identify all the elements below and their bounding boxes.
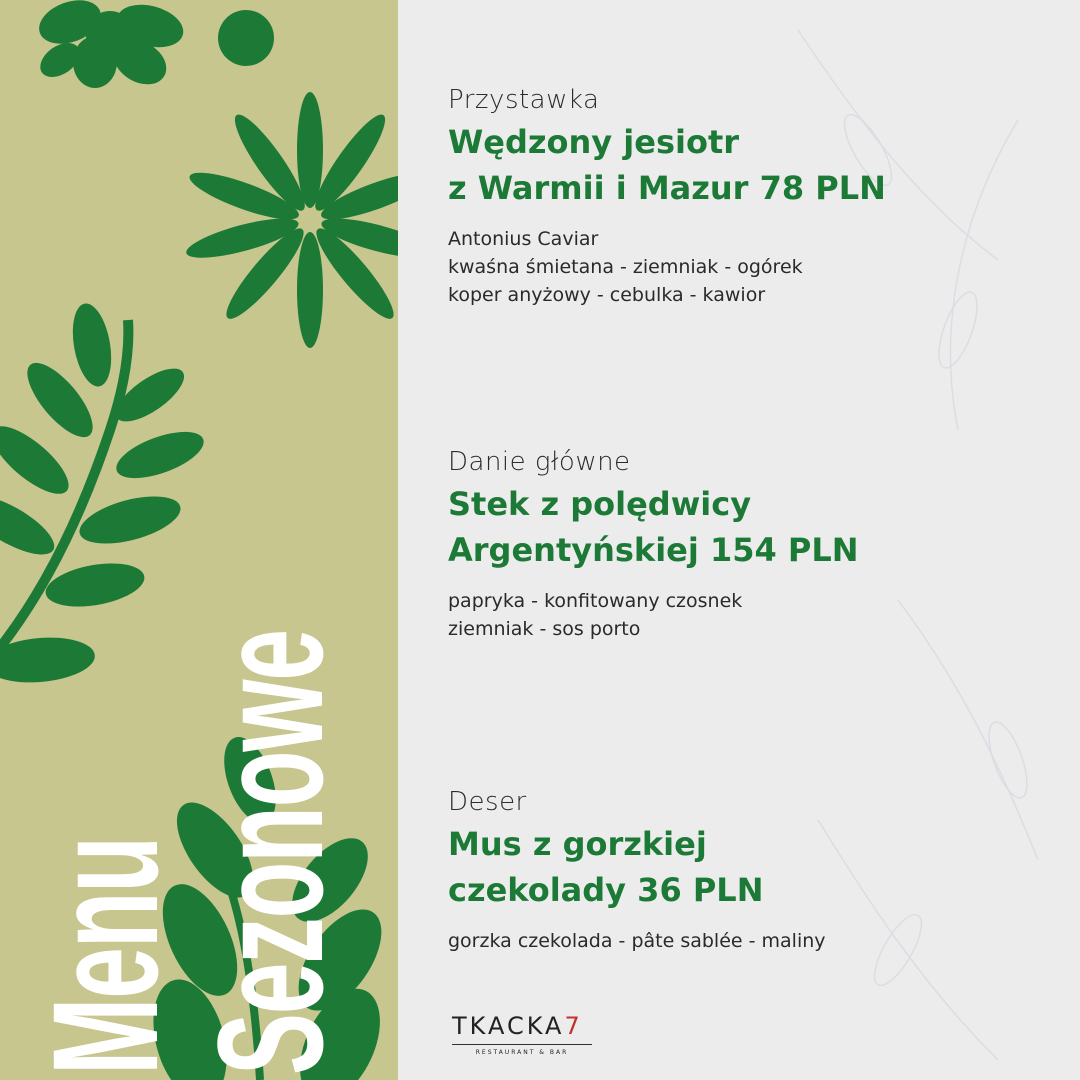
starburst-leaf-icon xyxy=(183,92,398,348)
description-line: kwaśna śmietana - ziemniak - ogórek xyxy=(448,256,803,278)
dish-name-line: z Warmii i Mazur 78 PLN xyxy=(448,169,886,207)
logo-wordmark xyxy=(452,1012,602,1040)
plant-illustration xyxy=(0,0,398,1080)
dish-name-line: Stek z polędwicy xyxy=(448,485,752,523)
fern-icon xyxy=(0,301,209,687)
title-line-sezonowe: Sezonowe xyxy=(186,630,354,1075)
course-category: Deser xyxy=(448,787,527,817)
leaf-branch-icon xyxy=(141,730,398,1080)
course-category: Przystawka xyxy=(448,85,600,115)
logo-divider xyxy=(452,1044,592,1045)
title-line-menu: Menu xyxy=(21,837,189,1075)
dish-description xyxy=(448,927,826,955)
restaurant-logo xyxy=(452,1012,602,1056)
dish-name-line: Argentyńskiej 154 PLN xyxy=(448,531,859,569)
dot-icon xyxy=(218,10,274,66)
decorative-panel xyxy=(0,0,398,1080)
dish-name xyxy=(448,481,859,573)
dish-name xyxy=(448,119,886,211)
description-line: papryka - konfitowany czosnek xyxy=(448,590,743,612)
logo-name: TKACKA xyxy=(452,1012,565,1040)
dish-name-line: czekolady 36 PLN xyxy=(448,871,764,909)
flower-icon xyxy=(33,0,188,93)
description-line: Antonius Caviar xyxy=(448,228,599,250)
description-line: gorzka czekolada - pâte sablée - maliny xyxy=(448,930,826,952)
dish-description xyxy=(448,225,886,309)
description-line: ziemniak - sos porto xyxy=(448,618,641,640)
dish-name-line: Mus z gorzkiej xyxy=(448,825,707,863)
dish-name xyxy=(448,821,826,913)
dish-description xyxy=(448,587,859,643)
course-category: Danie główne xyxy=(448,447,631,477)
course-starter xyxy=(448,85,886,309)
course-main xyxy=(448,447,859,643)
logo-number: 7 xyxy=(564,1012,583,1040)
description-line: koper anyżowy - cebulka - kawior xyxy=(448,284,766,306)
logo-subtitle: RESTAURANT & BAR xyxy=(475,1049,569,1056)
course-dessert xyxy=(448,787,826,955)
dish-name-line: Wędzony jesiotr xyxy=(448,123,740,161)
